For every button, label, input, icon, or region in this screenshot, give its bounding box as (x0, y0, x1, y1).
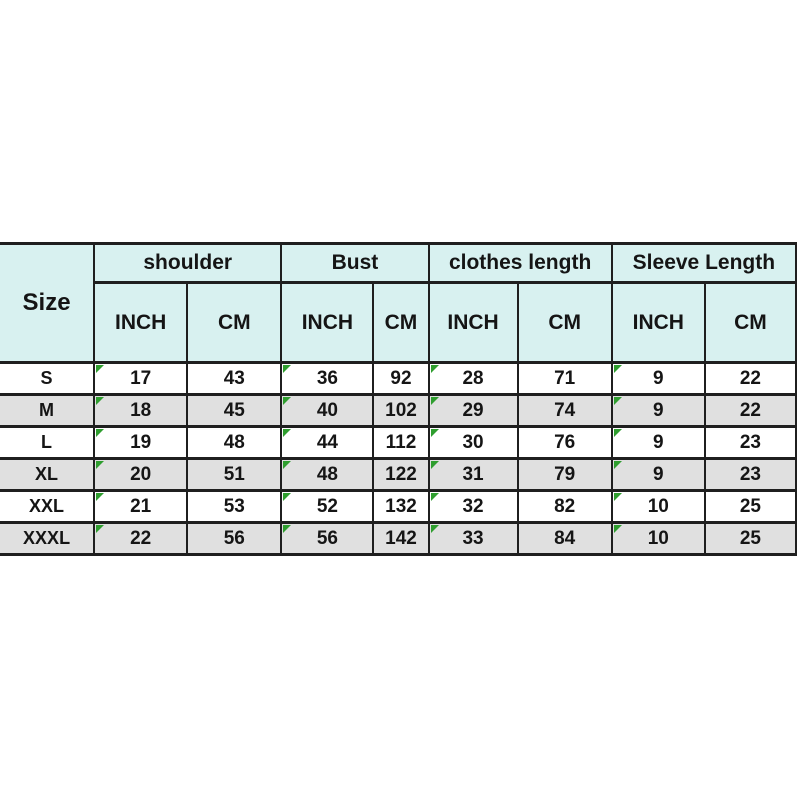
header-group-clothes-length: clothes length (429, 244, 612, 283)
measurement-cell: 76 (518, 427, 612, 459)
measurement-cell: 40 (281, 395, 373, 427)
size-row-label: S (0, 363, 94, 395)
table-row-s (0, 363, 796, 395)
measurement-cell: 48 (187, 427, 281, 459)
table-row-xl (0, 459, 796, 491)
size-chart-header (0, 244, 796, 363)
table-row-xxxl (0, 523, 796, 555)
measurement-cell: 52 (281, 491, 373, 523)
measurement-cell: 82 (518, 491, 612, 523)
measurement-cell: 22 (705, 395, 796, 427)
measurement-cell: 53 (187, 491, 281, 523)
size-row-label: L (0, 427, 94, 459)
cell-corner-flag-icon (614, 493, 622, 501)
cell-corner-flag-icon (283, 493, 291, 501)
table-row-xxl (0, 491, 796, 523)
unit-header-cm-1: CM (187, 283, 281, 363)
measurement-cell: 23 (705, 427, 796, 459)
unit-header-cm-5: CM (518, 283, 612, 363)
measurement-cell: 25 (705, 491, 796, 523)
size-row-label: XL (0, 459, 94, 491)
unit-header-cm-7: CM (705, 283, 796, 363)
cell-corner-flag-icon (431, 429, 439, 437)
measurement-cell: 84 (518, 523, 612, 555)
measurement-cell: 51 (187, 459, 281, 491)
size-row-label: XXL (0, 491, 94, 523)
unit-header-inch-0: INCH (94, 283, 187, 363)
cell-corner-flag-icon (96, 397, 104, 405)
cell-corner-flag-icon (614, 365, 622, 373)
measurement-cell: 71 (518, 363, 612, 395)
measurement-cell: 32 (429, 491, 518, 523)
unit-header-inch-4: INCH (429, 283, 518, 363)
size-corner-header: Size (0, 244, 94, 363)
header-row-units (0, 283, 796, 363)
measurement-cell: 23 (705, 459, 796, 491)
measurement-cell: 9 (612, 427, 705, 459)
cell-corner-flag-icon (283, 461, 291, 469)
cell-corner-flag-icon (614, 525, 622, 533)
measurement-cell: 43 (187, 363, 281, 395)
measurement-cell: 122 (373, 459, 428, 491)
measurement-cell: 132 (373, 491, 428, 523)
measurement-cell: 29 (429, 395, 518, 427)
cell-corner-flag-icon (283, 397, 291, 405)
size-row-label: M (0, 395, 94, 427)
measurement-cell: 44 (281, 427, 373, 459)
measurement-cell: 31 (429, 459, 518, 491)
cell-corner-flag-icon (431, 397, 439, 405)
cell-corner-flag-icon (96, 525, 104, 533)
measurement-cell: 10 (612, 491, 705, 523)
cell-corner-flag-icon (431, 493, 439, 501)
measurement-cell: 45 (187, 395, 281, 427)
measurement-cell: 48 (281, 459, 373, 491)
header-group-bust: Bust (281, 244, 428, 283)
measurement-cell: 56 (187, 523, 281, 555)
measurement-cell: 20 (94, 459, 187, 491)
measurement-cell: 9 (612, 363, 705, 395)
measurement-cell: 18 (94, 395, 187, 427)
measurement-cell: 92 (373, 363, 428, 395)
cell-corner-flag-icon (96, 461, 104, 469)
table-row-m (0, 395, 796, 427)
measurement-cell: 102 (373, 395, 428, 427)
cell-corner-flag-icon (431, 525, 439, 533)
measurement-cell: 9 (612, 395, 705, 427)
size-chart-table (0, 242, 797, 556)
header-row-groups (0, 244, 796, 283)
header-group-sleeve-length: Sleeve Length (612, 244, 796, 283)
measurement-cell: 25 (705, 523, 796, 555)
cell-corner-flag-icon (283, 365, 291, 373)
measurement-cell: 74 (518, 395, 612, 427)
measurement-cell: 21 (94, 491, 187, 523)
table-row-l (0, 427, 796, 459)
measurement-cell: 112 (373, 427, 428, 459)
header-group-shoulder: shoulder (94, 244, 281, 283)
measurement-cell: 33 (429, 523, 518, 555)
measurement-cell: 28 (429, 363, 518, 395)
cell-corner-flag-icon (431, 461, 439, 469)
measurement-cell: 22 (705, 363, 796, 395)
measurement-cell: 142 (373, 523, 428, 555)
measurement-cell: 79 (518, 459, 612, 491)
size-row-label: XXXL (0, 523, 94, 555)
measurement-cell: 56 (281, 523, 373, 555)
size-chart-body (0, 363, 796, 555)
cell-corner-flag-icon (614, 429, 622, 437)
cell-corner-flag-icon (431, 365, 439, 373)
measurement-cell: 10 (612, 523, 705, 555)
cell-corner-flag-icon (283, 429, 291, 437)
measurement-cell: 17 (94, 363, 187, 395)
measurement-cell: 22 (94, 523, 187, 555)
cell-corner-flag-icon (96, 493, 104, 501)
cell-corner-flag-icon (614, 461, 622, 469)
measurement-cell: 19 (94, 427, 187, 459)
measurement-cell: 30 (429, 427, 518, 459)
measurement-cell: 9 (612, 459, 705, 491)
unit-header-cm-3: CM (373, 283, 428, 363)
cell-corner-flag-icon (283, 525, 291, 533)
measurement-cell: 36 (281, 363, 373, 395)
cell-corner-flag-icon (96, 365, 104, 373)
unit-header-inch-6: INCH (612, 283, 705, 363)
cell-corner-flag-icon (614, 397, 622, 405)
cell-corner-flag-icon (96, 429, 104, 437)
unit-header-inch-2: INCH (281, 283, 373, 363)
